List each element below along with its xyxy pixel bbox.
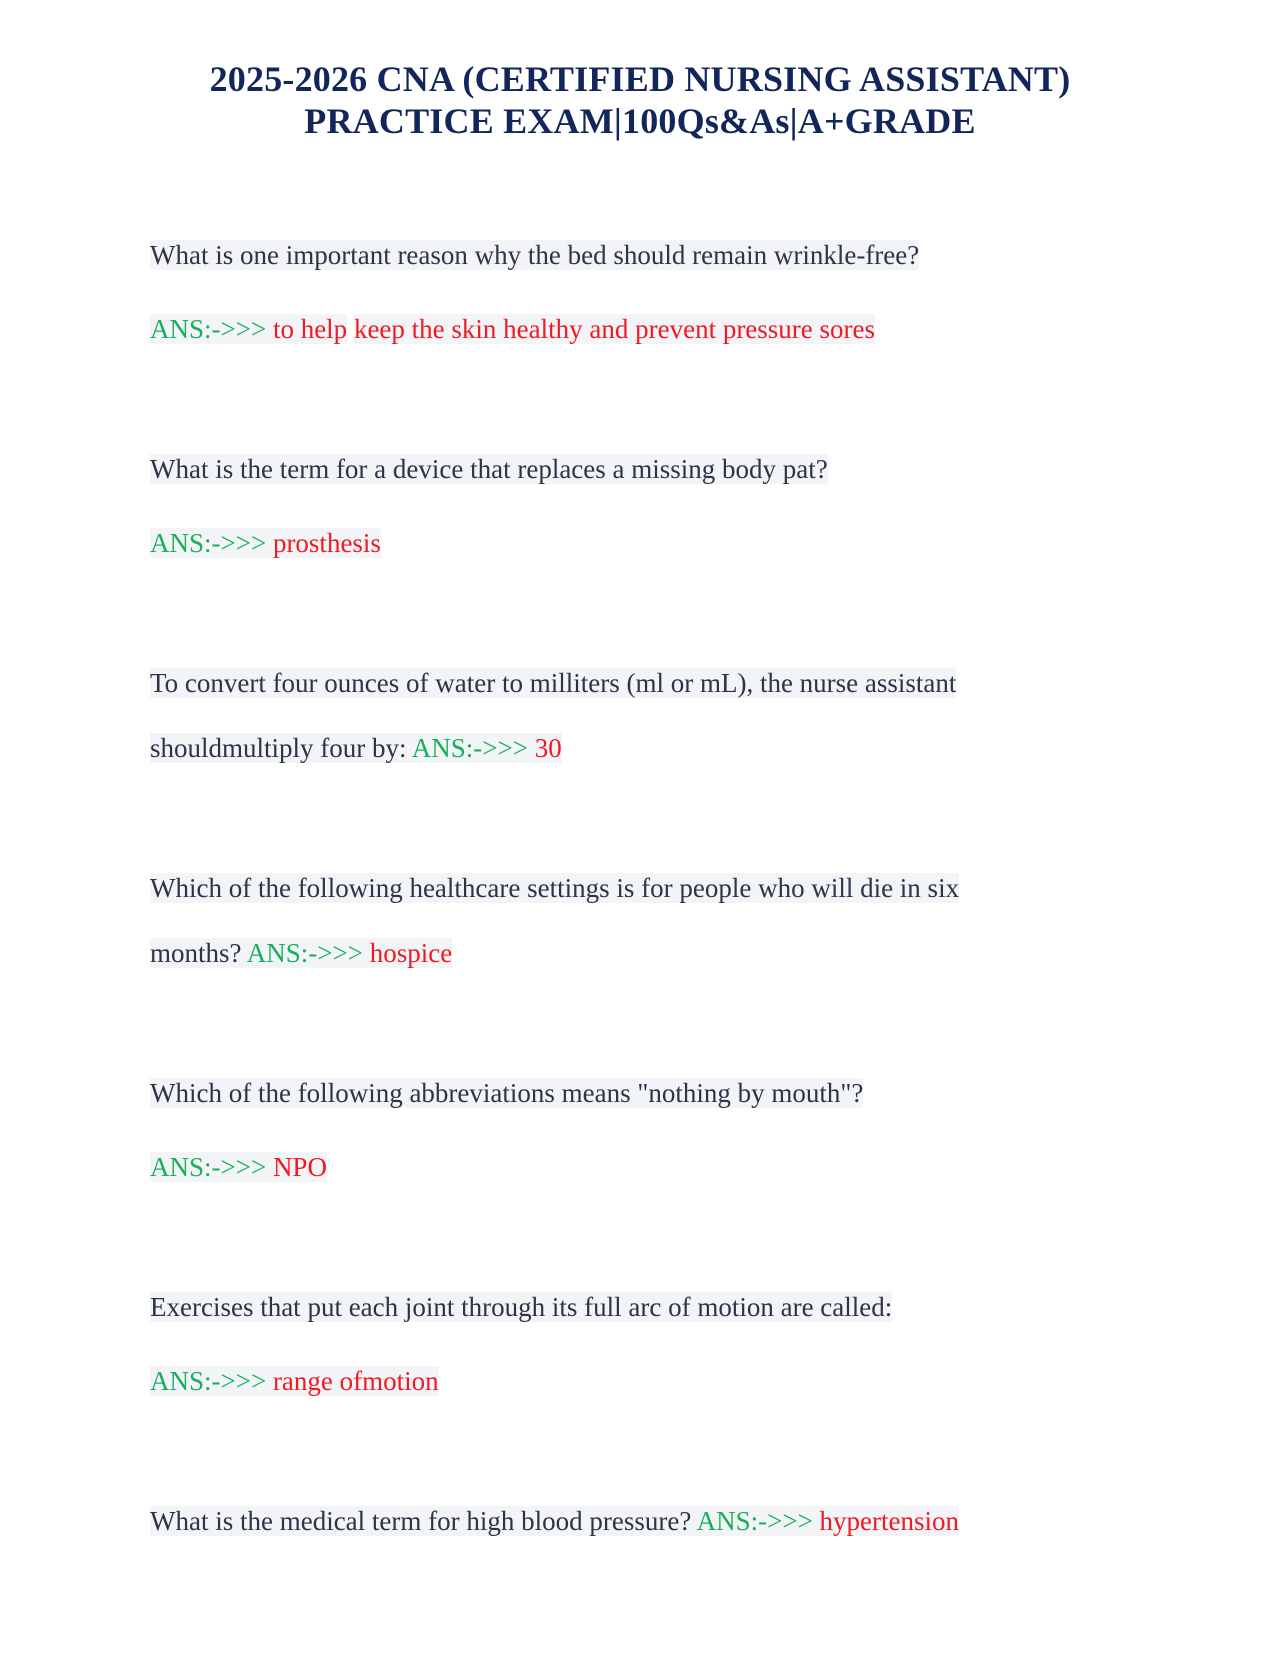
question-2-text: What is the term for a device that replaces a missing body pat?	[150, 454, 828, 484]
answer-1-part-2: keep the skin healthy and prevent pressure sores	[353, 314, 876, 344]
answer-1-part-1: to help	[272, 314, 348, 344]
answer-6	[150, 1364, 439, 1398]
question-3-text-line-1: To convert four ounces of water to milliters (ml or mL), the nurse assistant	[150, 668, 957, 698]
question-5	[150, 1076, 863, 1110]
question-2	[150, 452, 828, 486]
answer-2	[150, 526, 381, 560]
question-4-line-1	[150, 871, 959, 905]
question-7-text: What is the medical term for high blood pressure?	[150, 1506, 692, 1536]
answer-7-text: hypertension	[819, 1506, 960, 1536]
answer-5	[150, 1150, 327, 1184]
question-6-text: Exercises that put each joint through its full arc of motion are called:	[150, 1292, 893, 1322]
answer-6-part-2: motion	[362, 1366, 439, 1396]
document-title-line-1: 2025-2026 CNA (CERTIFIED NURSING ASSISTANT)	[209, 59, 1071, 99]
question-5-text: Which of the following abbreviations means "nothing by mouth"?	[150, 1078, 864, 1108]
answer-marker: ANS:->>>	[150, 1366, 267, 1396]
answer-marker: ANS:->>>	[246, 938, 363, 968]
question-6	[150, 1290, 892, 1324]
question-4-text-line-1: Which of the following healthcare settings is for people who will die in six	[150, 873, 960, 903]
answer-marker: ANS:->>>	[150, 528, 267, 558]
answer-5-text: NPO	[272, 1152, 327, 1182]
question-4-text-line-2: months?	[150, 938, 242, 968]
answer-4-text: hospice	[369, 938, 453, 968]
question-3-text-line-2: shouldmultiply four by:	[150, 733, 407, 763]
question-3-line-2	[150, 731, 562, 765]
question-3-line-1	[150, 666, 956, 700]
question-7	[150, 1504, 959, 1538]
answer-marker: ANS:->>>	[150, 314, 267, 344]
question-4-line-2	[150, 936, 452, 970]
answer-2-text: prosthesis	[272, 528, 381, 558]
answer-3-text: 30	[534, 733, 562, 763]
answer-marker: ANS:->>>	[696, 1506, 813, 1536]
answer-marker: ANS:->>>	[411, 733, 528, 763]
question-1-text: What is one important reason why the bed should remain wrinkle-free?	[150, 240, 920, 270]
answer-marker: ANS:->>>	[150, 1152, 267, 1182]
answer-6-part-1: range of	[272, 1366, 363, 1396]
document-title-line-2: PRACTICE EXAM|100Qs&As|A+GRADE	[304, 101, 976, 141]
question-1	[150, 238, 919, 272]
answer-1	[150, 312, 875, 346]
